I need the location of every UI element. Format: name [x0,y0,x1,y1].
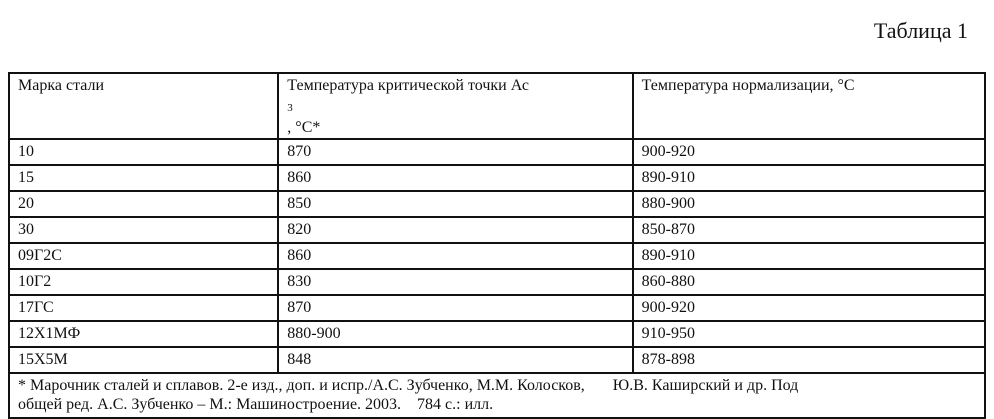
cell-grade: 09Г2С [9,243,278,269]
header-normalization: Температура нормализации, °С [633,73,985,139]
steel-table-container [8,72,986,419]
cell-critical-point: 850 [278,191,632,217]
header-critical-point-text: Температура критической точки Ас [287,77,529,94]
table-caption: Таблица 1 [873,18,968,43]
cell-normalization: 860-880 [633,269,985,295]
footnote-row [9,373,985,418]
cell-critical-point: 860 [278,165,632,191]
header-critical-point [278,73,632,139]
table-row [9,243,985,269]
cell-normalization: 900-920 [633,295,985,321]
cell-normalization: 850-870 [633,217,985,243]
cell-normalization: 880-900 [633,191,985,217]
footnote-cell [9,373,985,418]
table-row [9,165,985,191]
header-grade: Марка стали [9,73,278,139]
steel-table [8,72,986,419]
cell-normalization: 910-950 [633,321,985,347]
table-row [9,321,985,347]
cell-critical-point: 870 [278,295,632,321]
footnote-line-1: * Марочник сталей и сплавов. 2-е изд., доп. и испр./А.С. Зубченко, М.М. Колосков, Ю.В. Каширский и др. Под [18,377,799,394]
table-row [9,347,985,373]
cell-grade: 17ГС [9,295,278,321]
cell-critical-point: 860 [278,243,632,269]
cell-grade: 12Х1МФ [9,321,278,347]
table-row [9,139,985,165]
cell-normalization: 900-920 [633,139,985,165]
header-critical-point-subscript: 3 [287,102,293,114]
cell-grade: 10 [9,139,278,165]
header-critical-point-unit: , °С* [287,119,321,136]
table-row [9,217,985,243]
table-row [9,269,985,295]
cell-grade: 30 [9,217,278,243]
cell-critical-point: 830 [278,269,632,295]
cell-critical-point: 820 [278,217,632,243]
cell-critical-point: 870 [278,139,632,165]
cell-grade: 15Х5М [9,347,278,373]
cell-normalization: 878-898 [633,347,985,373]
cell-critical-point: 880-900 [278,321,632,347]
footnote-line-2: общей ред. А.С. Зубченко – М.: Машиностроение. 2003. 784 с.: илл. [18,396,494,413]
table-row [9,295,985,321]
cell-grade: 10Г2 [9,269,278,295]
cell-normalization: 890-910 [633,165,985,191]
cell-grade: 15 [9,165,278,191]
table-header-row [9,73,985,139]
cell-critical-point: 848 [278,347,632,373]
cell-normalization: 890-910 [633,243,985,269]
cell-grade: 20 [9,191,278,217]
table-row [9,191,985,217]
